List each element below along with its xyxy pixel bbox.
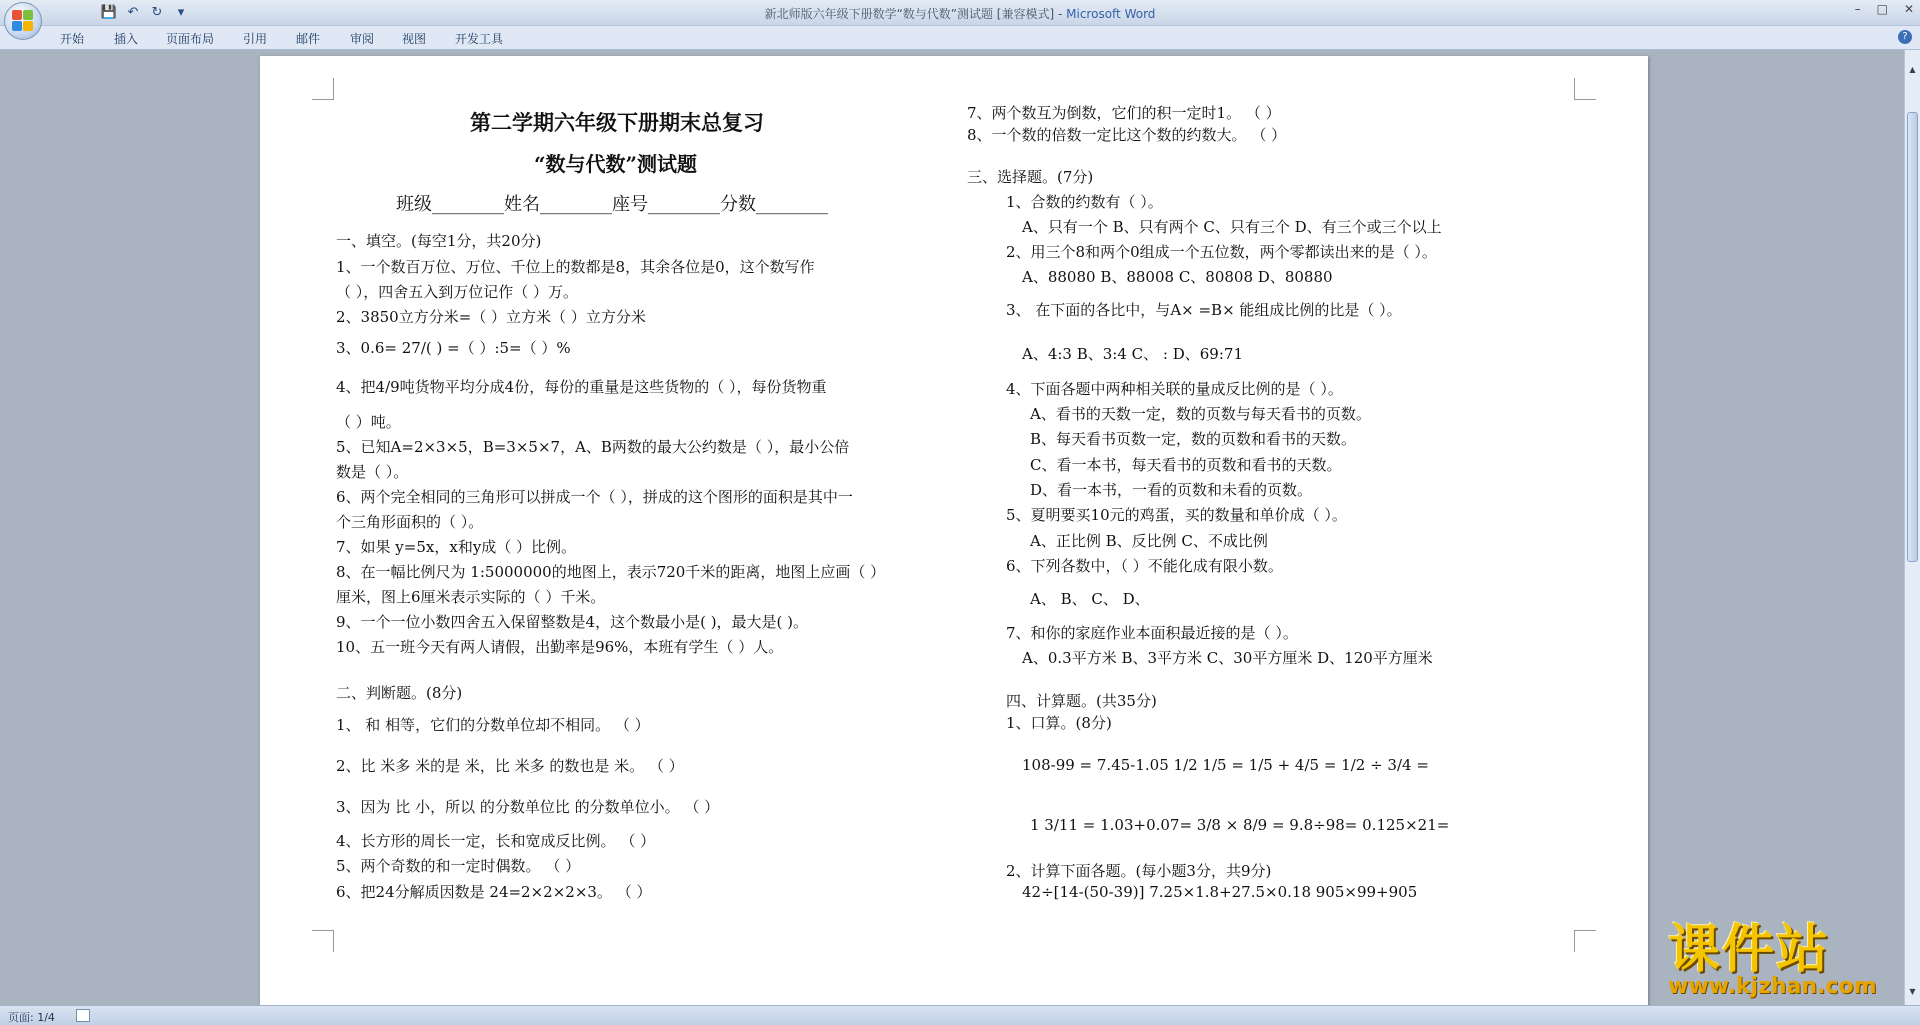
doc-line: 1、一个数百万位、万位、千位上的数都是8，其余各位是0，这个数写作 [336, 258, 815, 276]
document-workspace [0, 50, 1904, 1005]
doc-line: A、看书的天数一定，数的页数与每天看书的页数。 [1030, 405, 1371, 423]
scroll-up-icon[interactable]: ▲ [1909, 65, 1916, 74]
crop-mark-bottom-right [1574, 930, 1596, 952]
mental-math-row: 108-99 = 7.45-1.05 1/2 1/5 = 1/5 + 4/5 = 1/2 ÷ 3/4 = [1022, 756, 1429, 774]
doc-line: C、看一本书，每天看书的页数和看书的天数。 [1030, 456, 1342, 474]
doc-info-line: 班级________姓名________座号________分数________ [396, 194, 828, 215]
doc-line: 1、合数的约数有（ ）。 [1006, 193, 1163, 211]
scroll-down-icon[interactable]: ▼ [1909, 987, 1916, 996]
tab-page-layout[interactable]: 页面布局 [166, 32, 215, 46]
watermark-brand: 课件站 [1668, 920, 1831, 980]
ribbon-tabs [0, 26, 1920, 50]
doc-line: B、每天看书页数一定，数的页数和看书的天数。 [1030, 430, 1357, 448]
doc-line: （ ）吨。 [336, 413, 401, 431]
doc-line: A、88080 B、88008 C、80808 D、80880 [1022, 268, 1333, 286]
tab-developer[interactable]: 开发工具 [455, 32, 504, 46]
doc-line: A、4:3 B、3:4 C、 : D、69:71 [1022, 345, 1243, 363]
page-counter[interactable]: 页面: 1/4 [8, 1011, 55, 1024]
doc-line: 2、计算下面各题。(每小题3分，共9分) [1006, 862, 1272, 880]
window-title [0, 5, 1920, 22]
doc-line: A、0.3平方米 B、3平方米 C、30平方厘米 D、120平方厘米 [1022, 649, 1433, 667]
maximize-icon[interactable]: □ [1876, 2, 1888, 16]
tab-insert[interactable]: 插入 [114, 32, 139, 46]
doc-line: 9、一个一位小数四舍五入保留整数是4，这个数最小是( )，最大是( )。 [336, 613, 809, 631]
section-calc-heading: 四、计算题。(共35分) [1006, 692, 1157, 710]
minimize-icon[interactable]: – [1854, 2, 1861, 16]
section-choice-heading: 三、选择题。(7分) [967, 168, 1094, 186]
doc-line: 4、下面各题中两种相关联的量成反比例的是（ ）。 [1006, 380, 1343, 398]
doc-line: 厘米，图上6厘米表示实际的（ ）千米。 [336, 588, 606, 606]
doc-line: 5、两个奇数的和一定时偶数。 （ ） [336, 857, 581, 875]
redo-icon[interactable]: ↻ [151, 4, 163, 20]
section-fill-in-heading: 一、填空。(每空1分，共20分) [336, 232, 542, 250]
document-page[interactable] [260, 56, 1648, 1005]
tab-view[interactable]: 视图 [402, 32, 427, 46]
scroll-thumb[interactable] [1907, 112, 1918, 562]
crop-mark-top-left [312, 78, 334, 100]
doc-line: 3、因为 比 小，所以 的分数单位比 的分数单位小。 （ ） [336, 798, 720, 816]
watermark-url: www.kjzhan.com [1668, 974, 1877, 999]
doc-line: 8、一个数的倍数一定比这个数的约数大。 （ ） [967, 126, 1287, 144]
doc-line: 7、两个数互为倒数，它们的积一定时1。 （ ） [967, 104, 1281, 122]
status-bar [0, 1005, 1920, 1025]
office-logo-icon [12, 10, 34, 32]
crop-mark-bottom-left [312, 930, 334, 952]
doc-line: 3、 在下面的各比中，与A× =B× 能组成比例的比是（ ）。 [1006, 301, 1402, 319]
doc-line: A、 B、 C、 D、 [1030, 590, 1150, 608]
doc-line: 6、两个完全相同的三角形可以拼成一个（ ），拼成的这个图形的面积是其中一 [336, 488, 853, 506]
doc-line: 2、比 米多 米的是 米，比 米多 的数也是 米。 （ ） [336, 757, 684, 775]
title-bar [0, 0, 1920, 26]
tab-mailings[interactable]: 邮件 [296, 32, 321, 46]
app-name: Microsoft Word [1066, 7, 1156, 21]
watermark [1668, 920, 1877, 999]
vertical-scrollbar[interactable] [1904, 50, 1920, 1005]
doc-line: 2、3850立方分米=（ ）立方米（ ）立方分米 [336, 308, 646, 326]
doc-line: 1、 和 相等，它们的分数单位却不相同。 （ ） [336, 716, 650, 734]
doc-line: 3、0.6= 27/( ) =（ ）:5=（ ）% [336, 339, 571, 357]
doc-subtitle: “数与代数”测试题 [534, 152, 698, 176]
doc-line: A、只有一个 B、只有两个 C、只有三个 D、有三个或三个以上 [1022, 218, 1442, 236]
document-title: 新北师版六年级下册数学“数与代数”测试题 [兼容模式] - [764, 7, 1067, 21]
undo-icon[interactable]: ↶ [127, 4, 139, 20]
doc-line: 2、用三个8和两个0组成一个五位数，两个零都读出来的是（ ）。 [1006, 243, 1437, 261]
doc-line: （ ），四舍五入到万位记作（ ）万。 [336, 283, 579, 301]
close-icon[interactable]: ✕ [1903, 2, 1914, 16]
mental-math-row: 1 3/11 = 1.03+0.07= 3/8 × 8/9 = 9.8÷98= 0.125×21= [1030, 816, 1450, 834]
doc-line: 4、长方形的周长一定，长和宽成反比例。 （ ） [336, 832, 656, 850]
office-button[interactable] [4, 2, 42, 40]
section-true-false-heading: 二、判断题。(8分) [336, 684, 463, 702]
doc-line: 7、和你的家庭作业本面积最近接的是（ ）。 [1006, 624, 1298, 642]
tab-home[interactable]: 开始 [60, 32, 85, 46]
doc-line: D、看一本书，一看的页数和未看的页数。 [1030, 481, 1313, 499]
doc-line: 个三角形面积的（ ）。 [336, 513, 484, 531]
help-icon[interactable]: ? [1898, 30, 1912, 44]
doc-line: 6、下列各数中，（ ）不能化成有限小数。 [1006, 557, 1283, 575]
crop-mark-top-right [1574, 78, 1596, 100]
doc-line: 7、如果 y=5x，x和y成（ ）比例。 [336, 538, 577, 556]
save-icon[interactable]: 💾 [100, 4, 118, 20]
doc-line: 5、夏明要买10元的鸡蛋，买的数量和单价成（ ）。 [1006, 506, 1347, 524]
tab-references[interactable]: 引用 [243, 32, 268, 46]
window-controls [1855, 2, 1914, 16]
doc-title: 第二学期六年级下册期末总复习 [470, 110, 764, 135]
doc-line: 5、已知A=2×3×5，B=3×5×7，A、B两数的最大公约数是（ ），最小公倍 [336, 438, 850, 456]
doc-line: 数是（ ）。 [336, 463, 409, 481]
customize-qat-icon[interactable]: ▾ [177, 4, 185, 20]
doc-line: 6、把24分解质因数是 24=2×2×2×3。 （ ） [336, 883, 652, 901]
proofing-icon[interactable] [76, 1009, 90, 1022]
doc-line: 10、五一班今天有两人请假，出勤率是96%，本班有学生（ ）人。 [336, 638, 784, 656]
doc-line: 1、口算。(8分) [1006, 714, 1112, 732]
doc-line: 8、在一幅比例尺为 1:5000000的地图上，表示720千米的距离，地图上应画（ ） [336, 563, 886, 581]
tab-review[interactable]: 审阅 [350, 32, 375, 46]
doc-line: 4、把4/9吨货物平均分成4份，每份的重量是这些货物的（ ），每份货物重 [336, 378, 827, 396]
doc-line: A、正比例 B、反比例 C、不成比例 [1030, 532, 1268, 550]
doc-line: 42÷[14-(50-39)] 7.25×1.8+27.5×0.18 905×99+905 [1022, 883, 1418, 901]
